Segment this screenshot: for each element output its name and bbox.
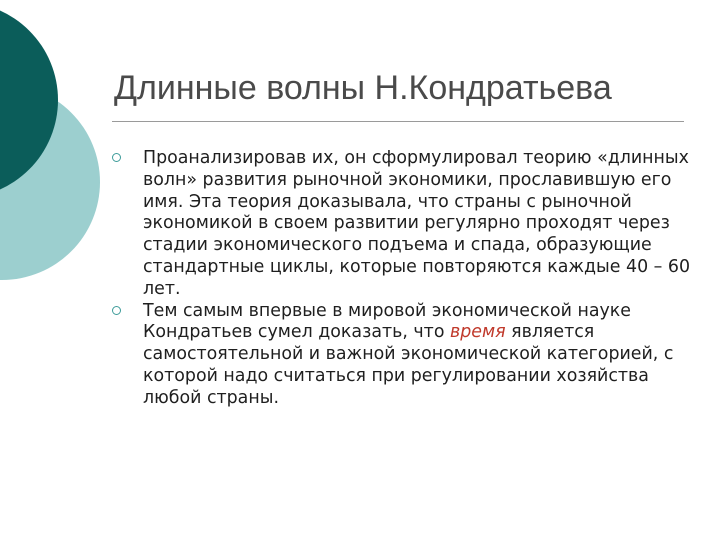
bullet-list <box>112 148 692 410</box>
bullet-item <box>112 301 692 410</box>
bullet-item <box>112 148 692 301</box>
bullet-text: Проанализировав их, он сформулировал теорию «длинных волн» развития рыночной экономики, прославившую его имя. Эта теория доказывала, что страны с рыночной экономикой в своем развитии регулярно проходят через стадии экономического подъема и спада, образующие стандартные циклы, которые повторяются каждые 40 – 60 лет. <box>143 148 691 299</box>
title-divider <box>112 121 684 122</box>
bullet-text-after: является самостоятельной и важной экономической категорией, с которой надо считаться при регулировании хозяйства любой страны. <box>143 322 674 408</box>
bullet-circle-icon <box>112 306 121 315</box>
slide-title: Длинные волны Н.Кондратьева <box>114 69 612 107</box>
bullet-circle-icon <box>112 153 121 162</box>
highlighted-word: время <box>450 322 506 343</box>
bullet-text-before: Тем самым впервые в мировой экономической науке Кондратьев сумел доказать, что <box>143 300 631 343</box>
